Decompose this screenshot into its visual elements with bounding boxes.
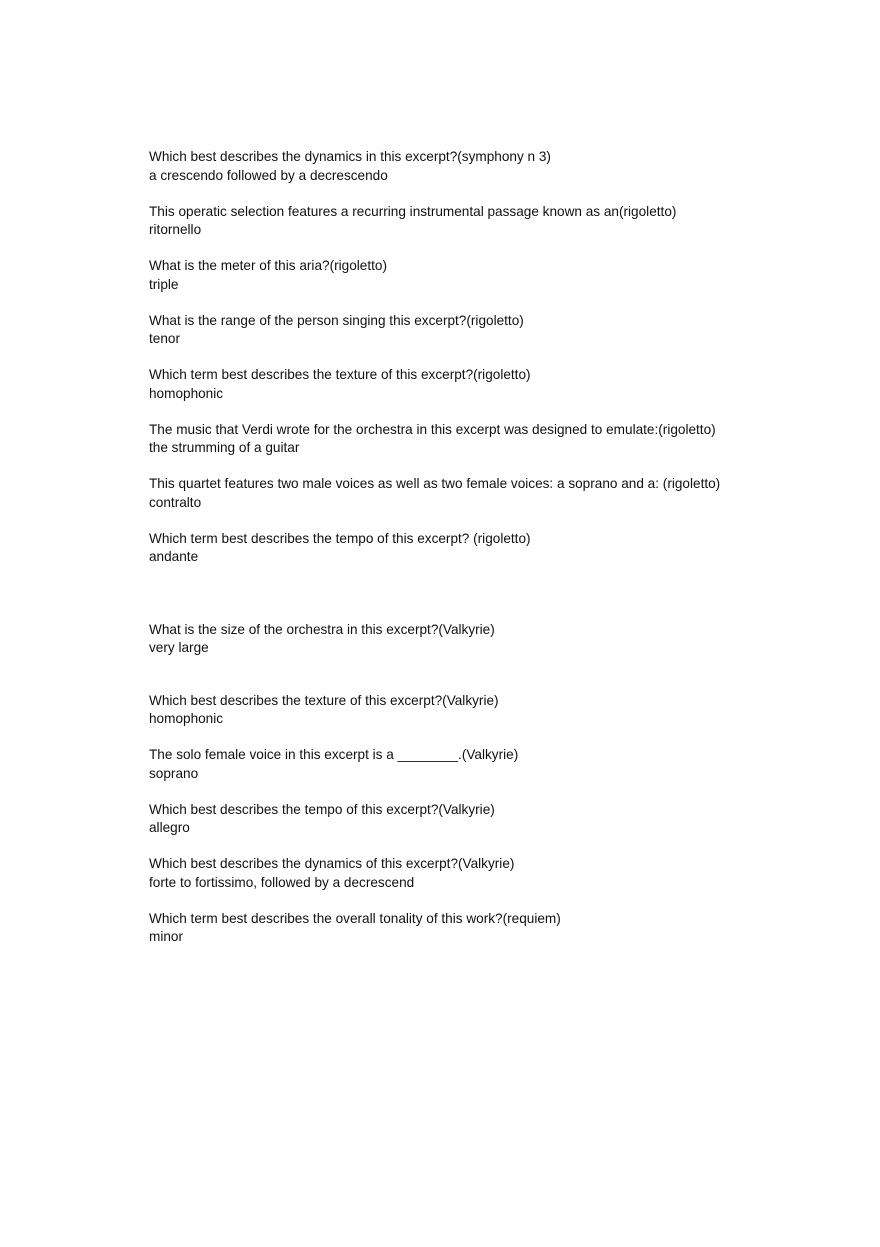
- answer-text: triple: [149, 276, 179, 292]
- question-text: Which term best describes the texture of this excerpt?(rigoletto): [149, 367, 531, 382]
- qa-item: [149, 855, 789, 892]
- question-text: Which best describes the dynamics of this excerpt?(Valkyrie): [149, 856, 515, 871]
- question-text: The solo female voice in this excerpt is a ________.(Valkyrie): [149, 747, 519, 762]
- qa-item: [149, 257, 789, 294]
- answer-text: minor: [149, 929, 183, 944]
- qa-item: [149, 530, 789, 567]
- qa-item: [149, 621, 789, 658]
- answer-text: a crescendo followed by a decrescendo: [149, 167, 388, 183]
- question-text: The music that Verdi wrote for the orchestra in this excerpt was designed to emulate:(rigoletto): [149, 421, 716, 437]
- question-text: Which term best describes the tempo of this excerpt? (rigoletto): [149, 530, 531, 546]
- question-text: Which best describes the tempo of this excerpt?(Valkyrie): [149, 801, 495, 817]
- answer-text: soprano: [149, 765, 199, 781]
- answer-text: homophonic: [149, 385, 224, 401]
- answer-text: tenor: [149, 331, 180, 346]
- question-text: This operatic selection features a recurring instrumental passage known as an(rigoletto): [149, 203, 677, 219]
- answer-text: the strumming of a guitar: [149, 440, 300, 455]
- qa-item: [149, 746, 789, 783]
- question-text: Which best describes the dynamics in this excerpt?(symphony n 3): [149, 149, 551, 164]
- question-text: What is the meter of this aria?(rigoletto): [149, 258, 387, 273]
- answer-text: andante: [149, 549, 199, 564]
- answer-text: very large: [149, 640, 209, 655]
- qa-list: [149, 148, 789, 947]
- qa-item: [149, 366, 789, 403]
- question-text: What is the size of the orchestra in this excerpt?(Valkyrie): [149, 621, 495, 637]
- qa-item: [149, 148, 789, 185]
- question-text: What is the range of the person singing this excerpt?(rigoletto): [149, 312, 524, 328]
- qa-item: [149, 692, 789, 729]
- qa-item: [149, 203, 789, 240]
- question-text: This quartet features two male voices as well as two female voices: a soprano and a: (rigoletto): [149, 476, 721, 491]
- question-text: Which term best describes the overall tonality of this work?(requiem): [149, 910, 561, 926]
- answer-text: forte to fortissimo, followed by a decrescend: [149, 874, 415, 890]
- qa-item: [149, 312, 789, 349]
- qa-item: [149, 421, 789, 458]
- question-text: Which best describes the texture of this excerpt?(Valkyrie): [149, 692, 499, 708]
- answer-text: contralto: [149, 494, 202, 510]
- qa-item: [149, 801, 789, 838]
- answer-text: ritornello: [149, 222, 202, 237]
- answer-text: allegro: [149, 820, 190, 835]
- answer-text: homophonic: [149, 711, 224, 726]
- qa-item: [149, 910, 789, 947]
- qa-item: [149, 475, 789, 512]
